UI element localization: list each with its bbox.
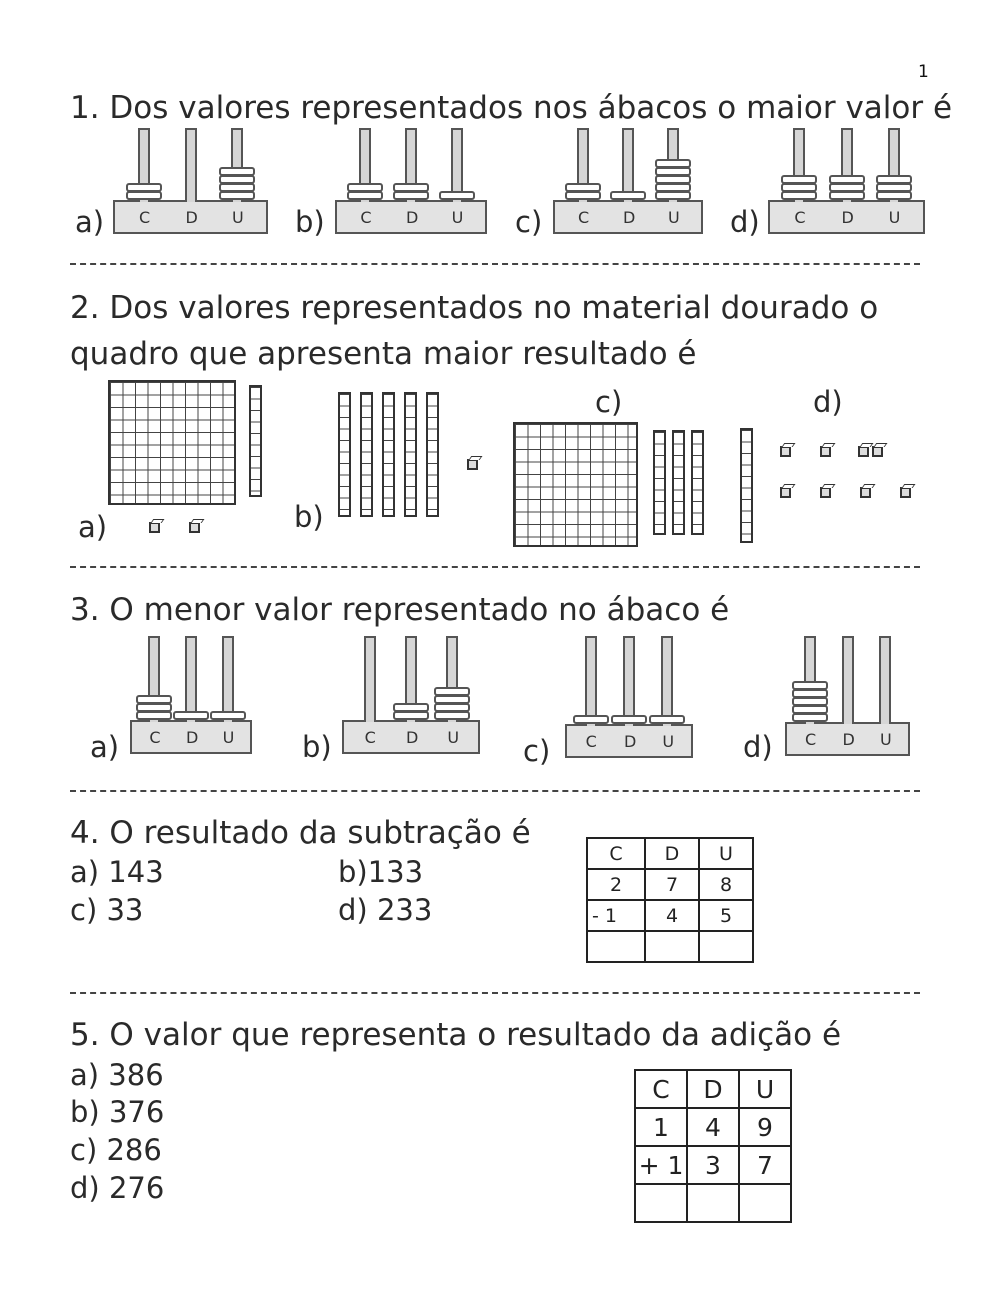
q2-b-ten-bar: [426, 392, 439, 517]
q2-a-hundred-block: [108, 380, 236, 505]
abacus-bead: [126, 191, 162, 200]
abacus-bead: [434, 687, 470, 696]
abacus-bead: [610, 191, 646, 200]
q1-option-a-label[interactable]: a): [75, 205, 105, 239]
abacus-bead: [829, 175, 865, 184]
q4-cell: 4: [645, 900, 699, 931]
abacus-label-u: U: [232, 208, 244, 227]
q2-d-unit-cube: [860, 487, 871, 498]
q4-answer-cell[interactable]: [645, 931, 699, 962]
q4-cell: 5: [699, 900, 753, 931]
abacus-bead: [565, 191, 601, 200]
q4-cell: D: [645, 838, 699, 869]
abacus-rod-u: [879, 636, 891, 724]
q5-cell: U: [739, 1070, 791, 1108]
abacus-bead: [439, 191, 475, 200]
q5-addition-table: [634, 1069, 792, 1223]
abacus-rod-u: [661, 636, 673, 726]
q4-option-a[interactable]: a) 143: [70, 855, 164, 889]
q4-subtraction-table: [586, 837, 754, 963]
abacus-bead: [649, 715, 685, 724]
q2-d-unit-cube: [900, 487, 911, 498]
abacus-bead: [876, 183, 912, 192]
q2-b-unit-cube: [467, 459, 478, 470]
q1-abacus-a: [113, 128, 268, 234]
abacus-rod-d: [185, 636, 197, 722]
q5-option-a[interactable]: a) 386: [70, 1058, 164, 1092]
abacus-label-c: C: [139, 208, 151, 227]
q5-cell: 4: [687, 1108, 739, 1146]
abacus-bead: [781, 191, 817, 200]
q4-cell: - 1: [587, 900, 645, 931]
q5-answer-cell[interactable]: [739, 1184, 791, 1222]
separator-2: [70, 566, 920, 568]
q2-option-d-label[interactable]: d): [813, 385, 843, 419]
abacus-bead: [565, 183, 601, 192]
q4-cell: 8: [699, 869, 753, 900]
abacus-bead: [210, 711, 246, 720]
q5-option-d[interactable]: d) 276: [70, 1171, 165, 1205]
q3-abacus-a: [130, 636, 252, 754]
q3-option-d-label[interactable]: d): [743, 730, 773, 764]
q2-a-unit-cube: [149, 522, 160, 533]
q3-abacus-d: [785, 636, 910, 756]
q2-d-unit-cube: [858, 446, 869, 457]
abacus-bead: [434, 695, 470, 704]
abacus-label-d: D: [406, 208, 419, 227]
q4-answer-cell[interactable]: [699, 931, 753, 962]
q2-c-hundred-block: [513, 422, 638, 547]
q2-d-unit-cube: [820, 446, 831, 457]
abacus-label-d: D: [185, 208, 198, 227]
abacus-bead: [792, 697, 828, 706]
abacus-label-c: C: [364, 728, 376, 747]
question-4-text: 4. O resultado da subtração é: [70, 815, 531, 851]
abacus-rod-u: [222, 636, 234, 722]
abacus-bead: [219, 191, 255, 200]
question-2-line-2: quadro que apresenta maior resultado é: [70, 336, 697, 372]
q2-b-ten-bar: [404, 392, 417, 517]
q2-c-ten-bar: [691, 430, 704, 535]
abacus-label-c: C: [578, 208, 590, 227]
abacus-bead: [655, 183, 691, 192]
abacus-bead: [219, 175, 255, 184]
q1-abacus-b: [335, 128, 487, 234]
abacus-bead: [126, 183, 162, 192]
q1-abacus-d: [768, 128, 925, 234]
abacus-bead: [655, 175, 691, 184]
q5-cell: 9: [739, 1108, 791, 1146]
separator-3: [70, 790, 920, 792]
q5-option-c[interactable]: c) 286: [70, 1133, 162, 1167]
abacus-bead: [792, 689, 828, 698]
q1-option-b-label[interactable]: b): [295, 205, 325, 239]
q3-abacus-b: [342, 636, 480, 754]
abacus-label-c: C: [149, 728, 161, 747]
abacus-bead: [781, 183, 817, 192]
abacus-label-d: D: [841, 208, 854, 227]
q4-answer-cell[interactable]: [587, 931, 645, 962]
q5-cell: 7: [739, 1146, 791, 1184]
q1-option-d-label[interactable]: d): [730, 205, 760, 239]
q4-cell: C: [587, 838, 645, 869]
abacus-bead: [876, 175, 912, 184]
abacus-rod-c: [364, 636, 376, 722]
q1-abacus-c: [553, 128, 703, 234]
q2-a-unit-cube: [189, 522, 200, 533]
abacus-rod-d: [842, 636, 854, 724]
question-1-text: 1. Dos valores representados nos ábacos o maior valor é: [70, 90, 953, 126]
q4-cell: U: [699, 838, 753, 869]
q5-cell: 3: [687, 1146, 739, 1184]
abacus-bead: [655, 167, 691, 176]
abacus-bead: [792, 713, 828, 722]
abacus-bead: [792, 681, 828, 690]
abacus-bead: [611, 715, 647, 724]
q2-d-unit-cube: [780, 487, 791, 498]
q2-option-a-label[interactable]: a): [78, 510, 108, 544]
abacus-bead: [655, 191, 691, 200]
q5-cell: D: [687, 1070, 739, 1108]
q2-c-ten-bar: [653, 430, 666, 535]
abacus-bead: [393, 191, 429, 200]
abacus-bead: [219, 167, 255, 176]
q4-option-c[interactable]: c) 33: [70, 893, 144, 927]
abacus-bead: [792, 705, 828, 714]
separator-1: [70, 263, 920, 265]
abacus-label-u: U: [222, 728, 235, 747]
question-3-text: 3. O menor valor representado no ábaco é: [70, 592, 730, 628]
abacus-label-c: C: [585, 732, 597, 751]
abacus-bead: [434, 711, 470, 720]
abacus-bead: [136, 695, 172, 704]
abacus-label-u: U: [668, 208, 680, 227]
abacus-label-c: C: [360, 208, 372, 227]
abacus-label-d: D: [186, 728, 199, 747]
abacus-bead: [347, 183, 383, 192]
abacus-bead: [829, 183, 865, 192]
q2-b-ten-bar: [382, 392, 395, 517]
abacus-label-u: U: [451, 208, 464, 227]
abacus-bead: [347, 191, 383, 200]
q5-cell: 1: [635, 1108, 687, 1146]
abacus-label-d: D: [406, 728, 419, 747]
abacus-bead: [876, 191, 912, 200]
q4-option-d[interactable]: d) 233: [338, 893, 433, 927]
abacus-rod-d: [185, 128, 197, 202]
abacus-label-u: U: [880, 730, 892, 749]
q5-cell: + 1: [635, 1146, 687, 1184]
q3-option-a-label[interactable]: a): [90, 730, 120, 764]
abacus-rod-d: [623, 636, 635, 726]
abacus-label-u: U: [888, 208, 901, 227]
q5-cell: C: [635, 1070, 687, 1108]
q5-option-b[interactable]: b) 376: [70, 1095, 165, 1129]
q2-option-b-label[interactable]: b): [294, 500, 324, 534]
q3-option-b-label[interactable]: b): [302, 730, 332, 764]
q5-answer-cell[interactable]: [687, 1184, 739, 1222]
abacus-label-d: D: [623, 208, 636, 227]
abacus-bead: [781, 175, 817, 184]
abacus-label-c: C: [794, 208, 806, 227]
abacus-bead: [219, 183, 255, 192]
separator-4: [70, 992, 920, 994]
abacus-bead: [173, 711, 209, 720]
abacus-bead: [393, 183, 429, 192]
abacus-bead: [434, 703, 470, 712]
abacus-rod-c: [585, 636, 597, 726]
abacus-bead: [393, 711, 429, 720]
q4-cell: 7: [645, 869, 699, 900]
q4-cell: 2: [587, 869, 645, 900]
abacus-bead: [655, 159, 691, 168]
abacus-label-u: U: [662, 732, 675, 751]
q1-option-c-label[interactable]: c): [515, 205, 543, 239]
q3-option-c-label[interactable]: c): [523, 734, 551, 768]
abacus-label-d: D: [624, 732, 637, 751]
q3-abacus-c: [565, 636, 693, 758]
q2-b-ten-bar: [360, 392, 373, 517]
q2-option-c-label[interactable]: c): [595, 385, 623, 419]
question-5-text: 5. O valor que representa o resultado da adição é: [70, 1017, 842, 1053]
q2-b-ten-bar: [338, 392, 351, 517]
page-number: 1: [918, 62, 929, 82]
abacus-label-d: D: [842, 730, 855, 749]
abacus-bead: [829, 191, 865, 200]
q4-option-b[interactable]: b)133: [338, 855, 424, 889]
abacus-label-c: C: [805, 730, 817, 749]
q2-a-ten-bar: [249, 385, 262, 497]
question-2-line-1: 2. Dos valores representados no material dourado o: [70, 290, 879, 326]
q5-answer-cell[interactable]: [635, 1184, 687, 1222]
q2-d-ten-bar: [740, 428, 753, 543]
abacus-bead: [136, 711, 172, 720]
abacus-bead: [136, 703, 172, 712]
q2-d-unit-cube: [820, 487, 831, 498]
abacus-label-u: U: [447, 728, 460, 747]
q2-d-unit-cube: [872, 446, 883, 457]
q2-d-unit-cube: [780, 446, 791, 457]
q2-c-ten-bar: [672, 430, 685, 535]
abacus-bead: [573, 715, 609, 724]
abacus-bead: [393, 703, 429, 712]
